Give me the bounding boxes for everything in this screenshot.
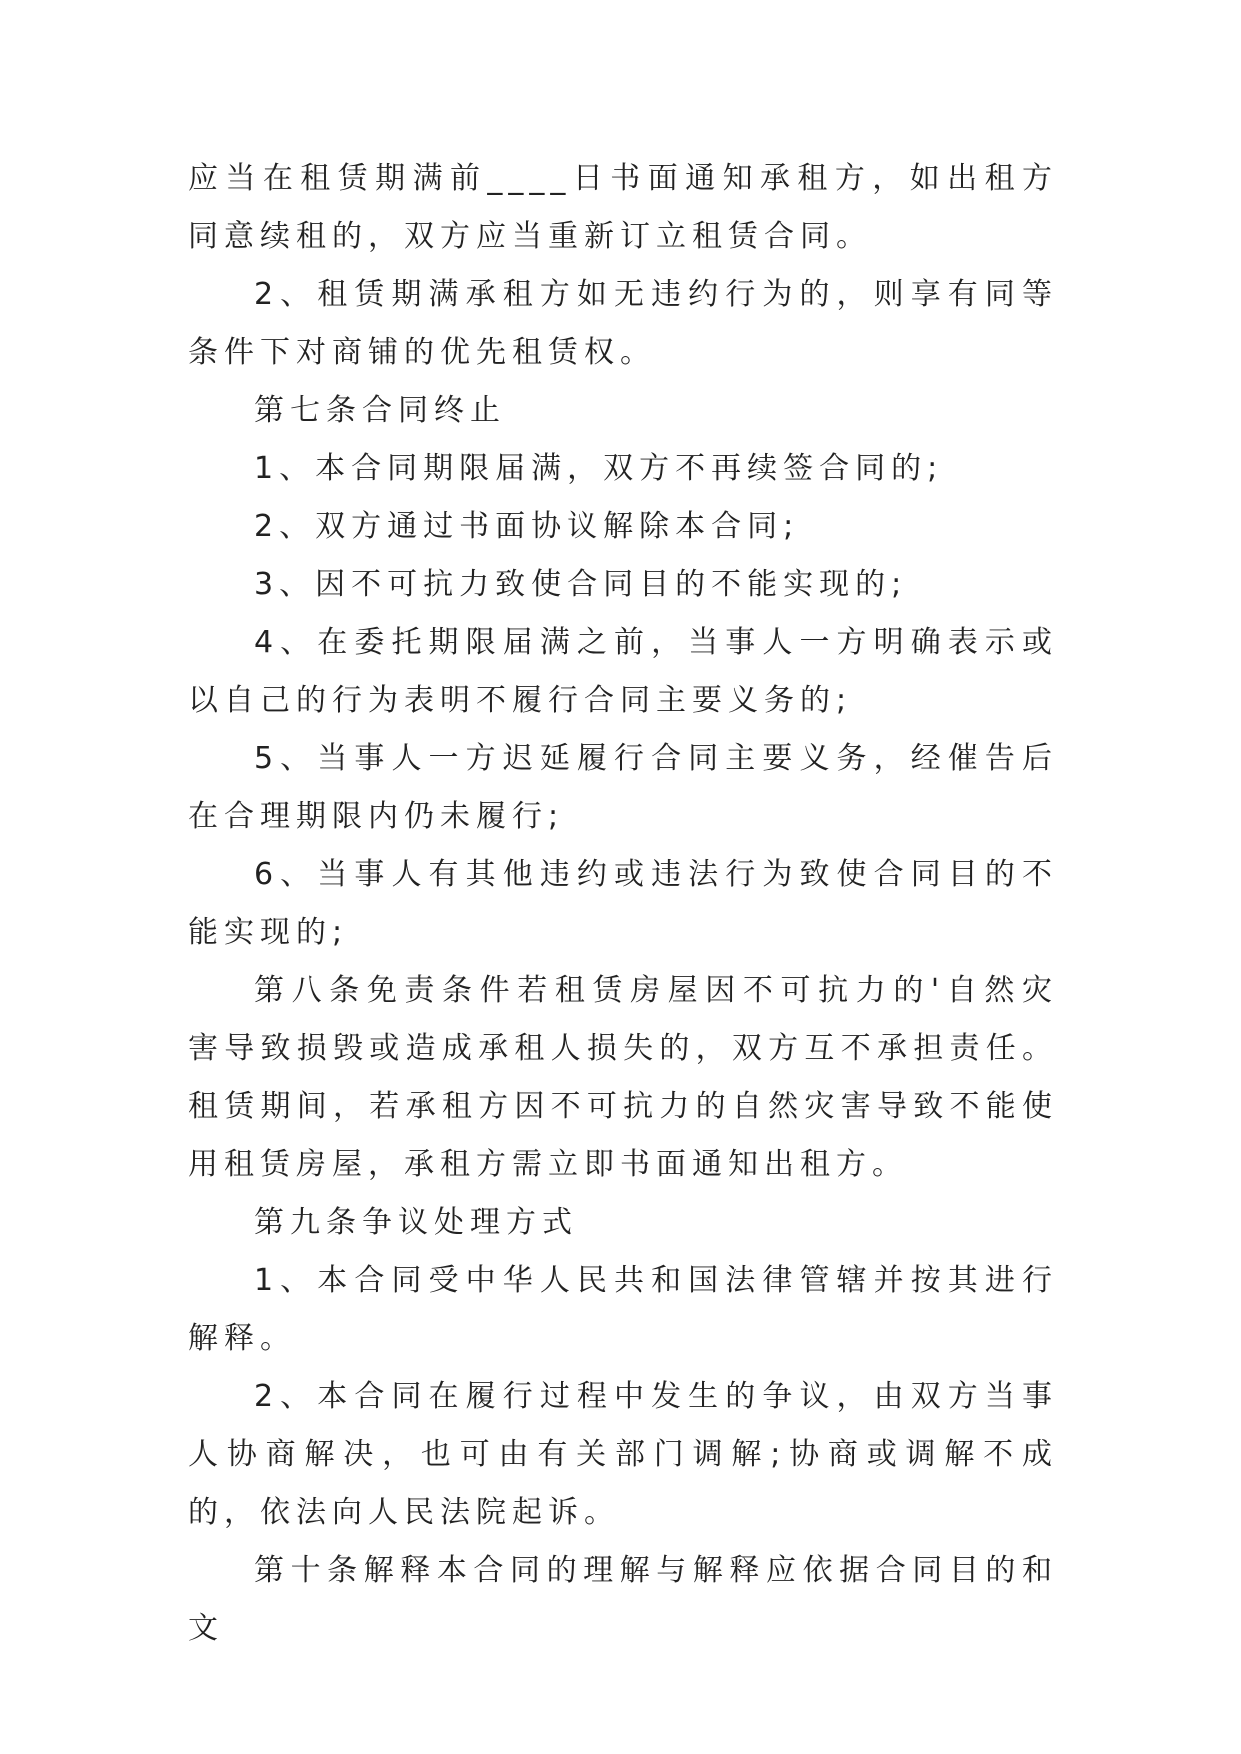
list-item-termination-5: 5、当事人一方迟延履行合同主要义务，经催告后在合理期限内仍未履行; xyxy=(188,741,1058,834)
list-item-termination-2: 2、双方通过书面协议解除本合同; xyxy=(254,509,800,544)
list-item-dispute-2: 2、本合同在履行过程中发生的争议，由双方当事人协商解决，也可由有关部门调解;协商或调解不成的，依法向人民法院起诉。 xyxy=(188,1379,1058,1530)
paragraph-continuation: 应当在租赁期满前____日书面通知承租方，如出租方同意续租的，双方应当重新订立租赁合同。 xyxy=(188,161,1058,254)
document-page xyxy=(188,150,1058,1658)
list-item-dispute-1: 1、本合同受中华人民共和国法律管辖并按其进行解释。 xyxy=(188,1263,1058,1356)
section-article-8-exemption: 第八条免责条件若租赁房屋因不可抗力的'自然灾害导致损毁或造成承租人损失的，双方互不承担责任。租赁期间，若承租方因不可抗力的自然灾害导致不能使用租赁房屋，承租方需立即书面通知出租方。 xyxy=(188,973,1058,1182)
paragraph-renewal-priority: 2、租赁期满承租方如无违约行为的，则享有同等条件下对商铺的优先租赁权。 xyxy=(188,277,1058,370)
list-item-termination-1: 1、本合同期限届满，双方不再续签合同的; xyxy=(254,451,944,486)
list-item-termination-6: 6、当事人有其他违约或违法行为致使合同目的不能实现的; xyxy=(188,857,1058,950)
list-item-termination-3: 3、因不可抗力致使合同目的不能实现的; xyxy=(254,567,908,602)
section-heading-article-7: 第七条合同终止 xyxy=(254,393,506,428)
section-heading-article-9: 第九条争议处理方式 xyxy=(254,1205,578,1240)
list-item-termination-4: 4、在委托期限届满之前，当事人一方明确表示或以自己的行为表明不履行合同主要义务的; xyxy=(188,625,1058,718)
section-article-10-interpretation: 第十条解释本合同的理解与解释应依据合同目的和文 xyxy=(188,1553,1058,1646)
